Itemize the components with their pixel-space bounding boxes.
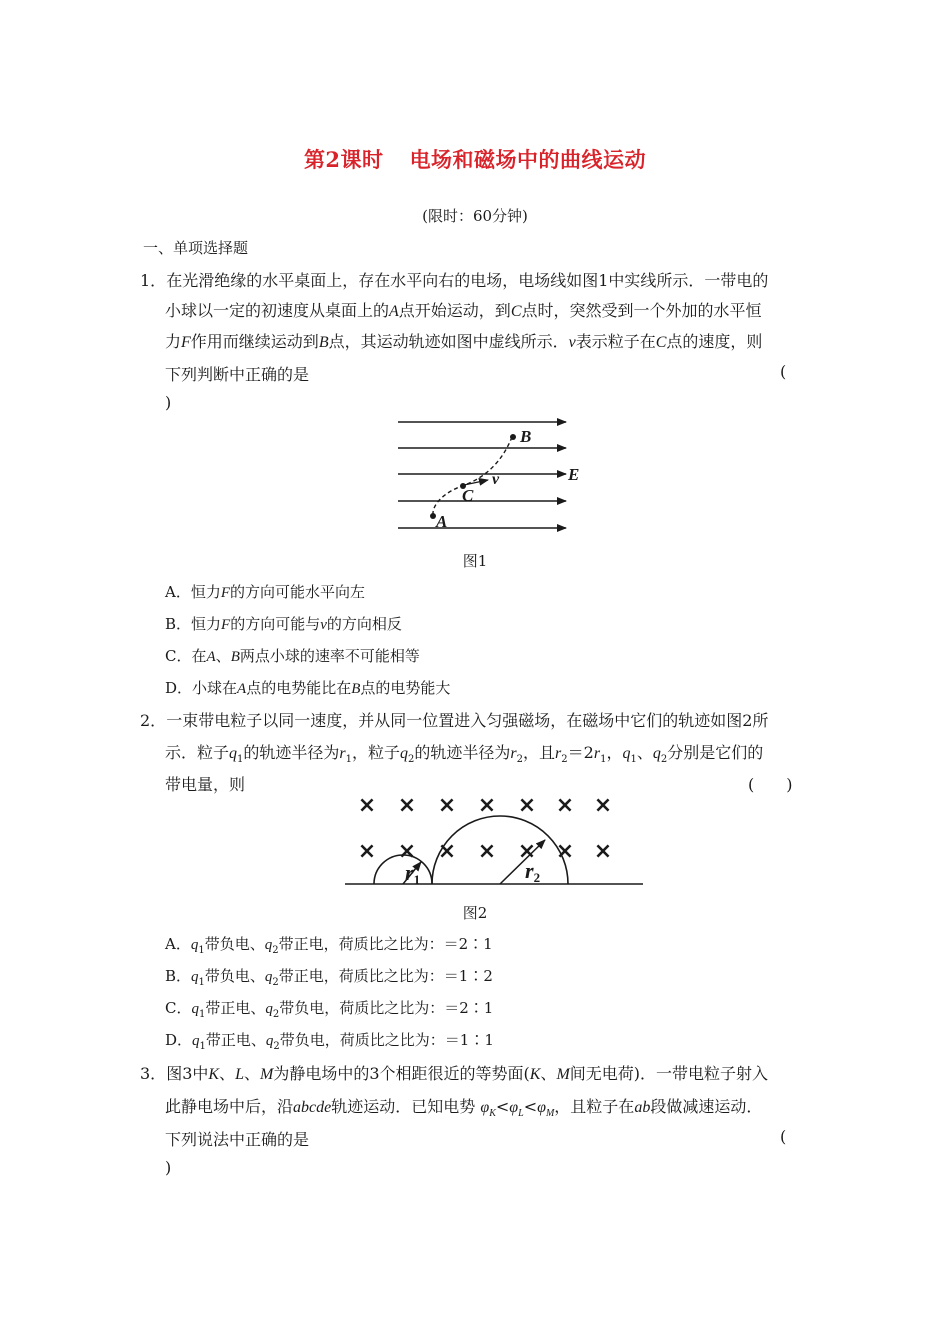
q1-line4: 下列判断中正确的是: [165, 365, 310, 384]
label-r1: r1: [405, 860, 421, 887]
cross-mark: ×: [357, 793, 377, 818]
cross-mark: ×: [517, 793, 537, 818]
cross-mark: ×: [397, 839, 417, 864]
cross-mark: ×: [477, 793, 497, 818]
q1-option-d[interactable]: D．小球在A点的电势能比在B点的电势能大: [165, 679, 451, 697]
q2-line3: 带电量，则: [165, 775, 246, 794]
cross-mark: ×: [593, 793, 613, 818]
q2-line2: 示．粒子$q_1$的轨迹半径为$r_1$，粒子$q_2$的轨迹半径为$r_2$，且$r_2=2r_1$，$q_1$、$q_2$分别是它们的: [165, 743, 764, 766]
cross-mark: ×: [593, 839, 613, 864]
label-b: B: [520, 427, 532, 446]
q2-answer-paren: ( ): [748, 775, 793, 794]
cross-mark: ×: [397, 793, 417, 818]
q2-option-d[interactable]: D．$q_1$带正电、$q_2$带负电，荷质比之比为：＝1∶1: [165, 1031, 494, 1052]
q2-option-a[interactable]: A．$q_1$带负电、$q_2$带正电，荷质比之比为：＝2∶1: [165, 935, 493, 956]
q1-option-c[interactable]: C．在A、B两点小球的速率不可能相等: [165, 647, 420, 665]
q1-answer-paren-open: (: [780, 362, 787, 381]
q1-answer-paren-close: ): [165, 393, 172, 412]
figure-1-caption: 图1: [462, 552, 488, 570]
q1-option-a[interactable]: A．恒力F的方向可能水平向左: [165, 583, 366, 601]
q2-option-b[interactable]: B．$q_1$带负电、$q_2$带正电，荷质比之比为：＝1∶2: [165, 967, 493, 988]
figure-2-caption: 图2: [462, 904, 488, 922]
label-v: v: [492, 471, 500, 488]
figure-1-electric-field: [390, 412, 610, 540]
label-r2: r2: [525, 858, 541, 885]
cross-mark: ×: [555, 793, 575, 818]
q1-line3: 力F作用而继续运动到B点，其运动轨迹如图中虚线所示．v表示粒子在C点的速度，则: [165, 332, 763, 351]
label-e: E: [568, 465, 580, 484]
q1-line2: 小球以一定的初速度从桌面上的A点开始运动，到C点时，突然受到一个外加的水平恒: [165, 301, 762, 320]
q3-line2: 此静电场中后，沿abcde轨迹运动．已知电势 $\varphi_K<\varphi_L<\varphi_M$，且粒子在ab段做减速运动．: [165, 1097, 763, 1120]
page-title: 第2课时 电场和磁场中的曲线运动: [303, 147, 647, 172]
section-heading: 一、单项选择题: [143, 239, 249, 257]
cross-mark: ×: [437, 793, 457, 818]
q1-line1: 1．在光滑绝缘的水平桌面上，存在水平向右的电场，电场线如图1中实线所示．一带电的: [140, 271, 769, 290]
q3-line3: 下列说法中正确的是: [165, 1130, 310, 1149]
q3-answer-paren-close: ): [165, 1158, 172, 1177]
cross-mark: ×: [437, 839, 457, 864]
cross-mark: ×: [357, 839, 377, 864]
point-b: [510, 434, 516, 440]
velocity-arrow: [464, 480, 488, 485]
q3-answer-paren-open: (: [780, 1127, 787, 1146]
q2-option-c[interactable]: C．$q_1$带正电、$q_2$带负电，荷质比之比为：＝2∶1: [165, 999, 494, 1020]
time-limit: (限时：60分钟): [422, 207, 528, 225]
label-a: A: [436, 512, 448, 531]
figure-2-magnetic-field: [345, 790, 645, 890]
cross-mark: ×: [517, 839, 537, 864]
cross-mark: ×: [555, 839, 575, 864]
cross-mark: ×: [477, 839, 497, 864]
q2-line1: 2．一束带电粒子以同一速度，并从同一位置进入匀强磁场，在磁场中它们的轨迹如图2所: [140, 711, 769, 730]
label-c: C: [462, 486, 474, 505]
q3-line1: 3．图3中K、L、M为静电场中的3个相距很近的等势面(K、M间无电荷)．一带电粒子射入: [140, 1064, 769, 1083]
q1-option-b[interactable]: B．恒力F的方向可能与v的方向相反: [165, 615, 402, 633]
